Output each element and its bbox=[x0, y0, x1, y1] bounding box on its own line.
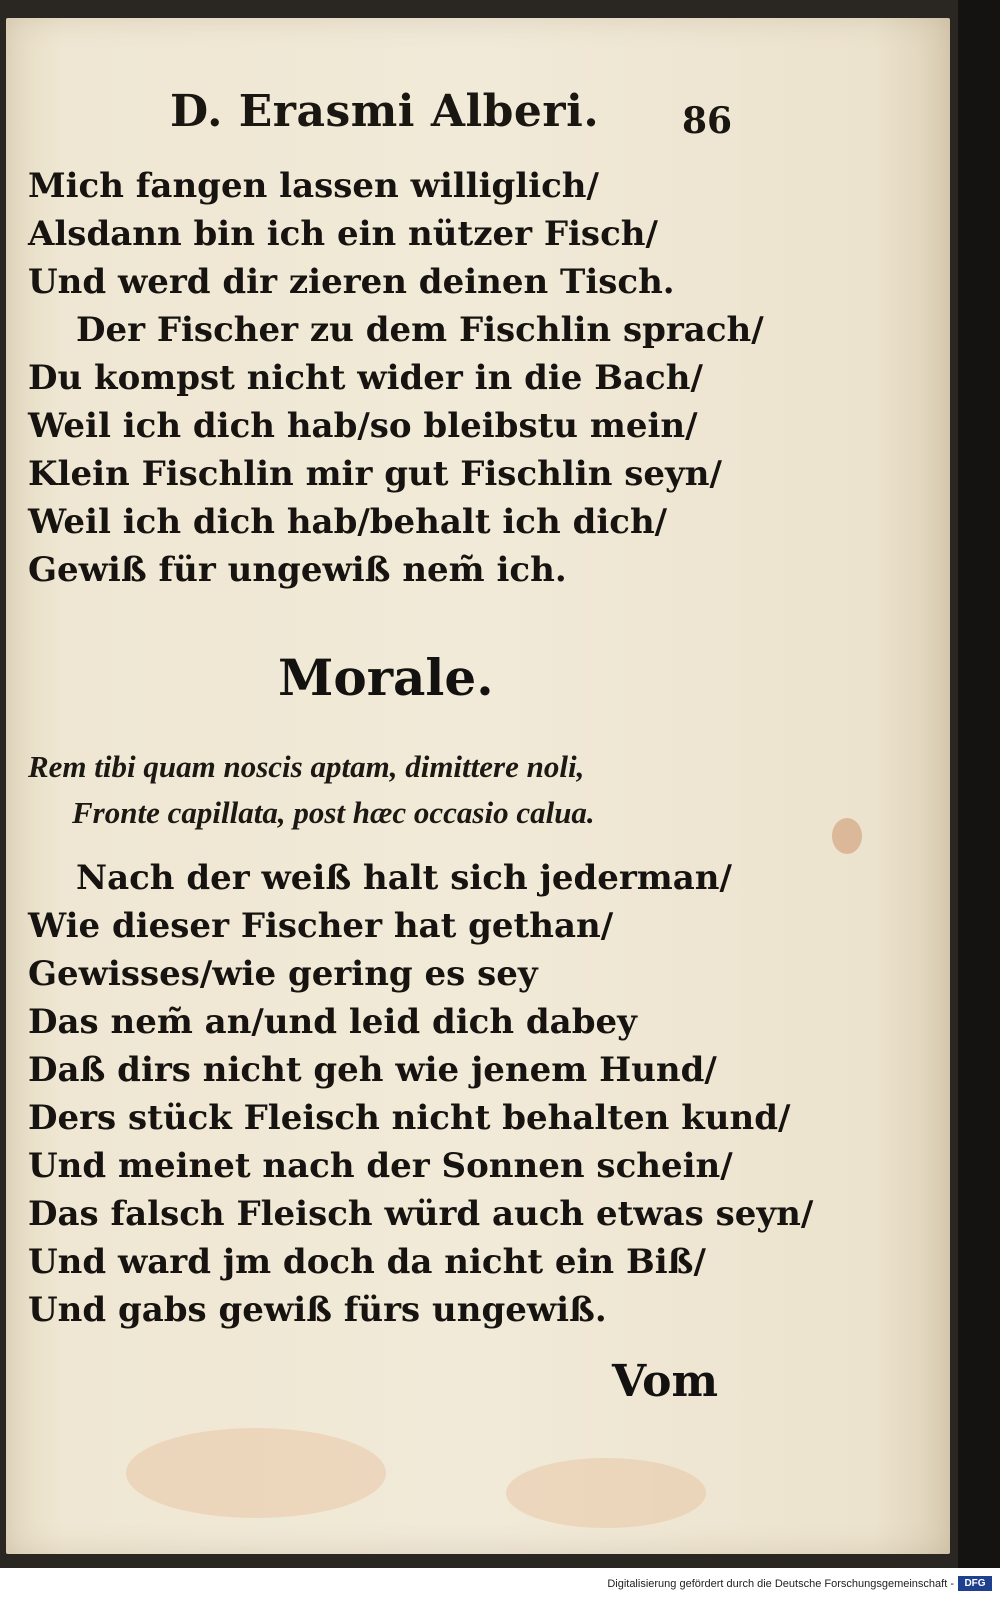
verse-line: Weil ich dich hab/behalt ich dich/ bbox=[28, 502, 668, 542]
verse-line: Gewiß für ungewiß nem̃ ich. bbox=[28, 550, 567, 590]
verse-line: Weil ich dich hab/so bleibstu mein/ bbox=[28, 406, 698, 446]
verse-block-top bbox=[28, 162, 764, 594]
page-number: 86 bbox=[682, 100, 733, 142]
book-spine-shadow bbox=[958, 0, 1000, 1568]
paper-foxing bbox=[506, 1458, 706, 1528]
paper-foxing bbox=[126, 1428, 386, 1518]
verse-line: Das falsch Fleisch würd auch etwas seyn/ bbox=[28, 1194, 814, 1234]
running-head: D. Erasmi Alberi. bbox=[170, 86, 600, 137]
verse-line: Du kompst nicht wider in die Bach/ bbox=[28, 358, 703, 398]
verse-line: Daß dirs nicht geh wie jenem Hund/ bbox=[28, 1050, 717, 1090]
dfg-logo: DFG bbox=[958, 1576, 992, 1591]
paper-stain bbox=[832, 818, 862, 854]
verse-line: Und werd dir zieren deinen Tisch. bbox=[28, 262, 675, 302]
latin-line: Rem tibi quam noscis aptam, dimittere noli, bbox=[28, 749, 585, 784]
latin-line: Fronte capillata, post hæc occasio calua. bbox=[72, 795, 595, 830]
catchword: Vom bbox=[612, 1356, 719, 1407]
verse-line: Mich fangen lassen williglich/ bbox=[28, 166, 599, 206]
verse-line: Ders stück Fleisch nicht behalten kund/ bbox=[28, 1098, 791, 1138]
verse-line: Das nem̃ an/und leid dich dabey bbox=[28, 1002, 637, 1042]
verse-line: Und gabs gewiß fürs ungewiß. bbox=[28, 1290, 607, 1330]
verse-block-bottom bbox=[28, 854, 813, 1334]
funding-credit: Digitalisierung gefördert durch die Deutsche Forschungsgemeinschaft - bbox=[607, 1578, 954, 1590]
verse-line: Klein Fischlin mir gut Fischlin seyn/ bbox=[28, 454, 722, 494]
verse-line: Und ward jm doch da nicht ein Biß/ bbox=[28, 1242, 706, 1282]
verse-line: Gewisses/wie gering es sey bbox=[28, 954, 538, 994]
verse-line: Der Fischer zu dem Fischlin sprach/ bbox=[76, 310, 764, 350]
verse-line: Alsdann bin ich ein nützer Fisch/ bbox=[28, 214, 658, 254]
morale-heading: Morale. bbox=[278, 648, 494, 707]
latin-moral bbox=[28, 744, 595, 836]
verse-line: Nach der weiß halt sich jederman/ bbox=[76, 858, 732, 898]
verse-line: Wie dieser Fischer hat gethan/ bbox=[28, 906, 614, 946]
verse-line: Und meinet nach der Sonnen schein/ bbox=[28, 1146, 733, 1186]
